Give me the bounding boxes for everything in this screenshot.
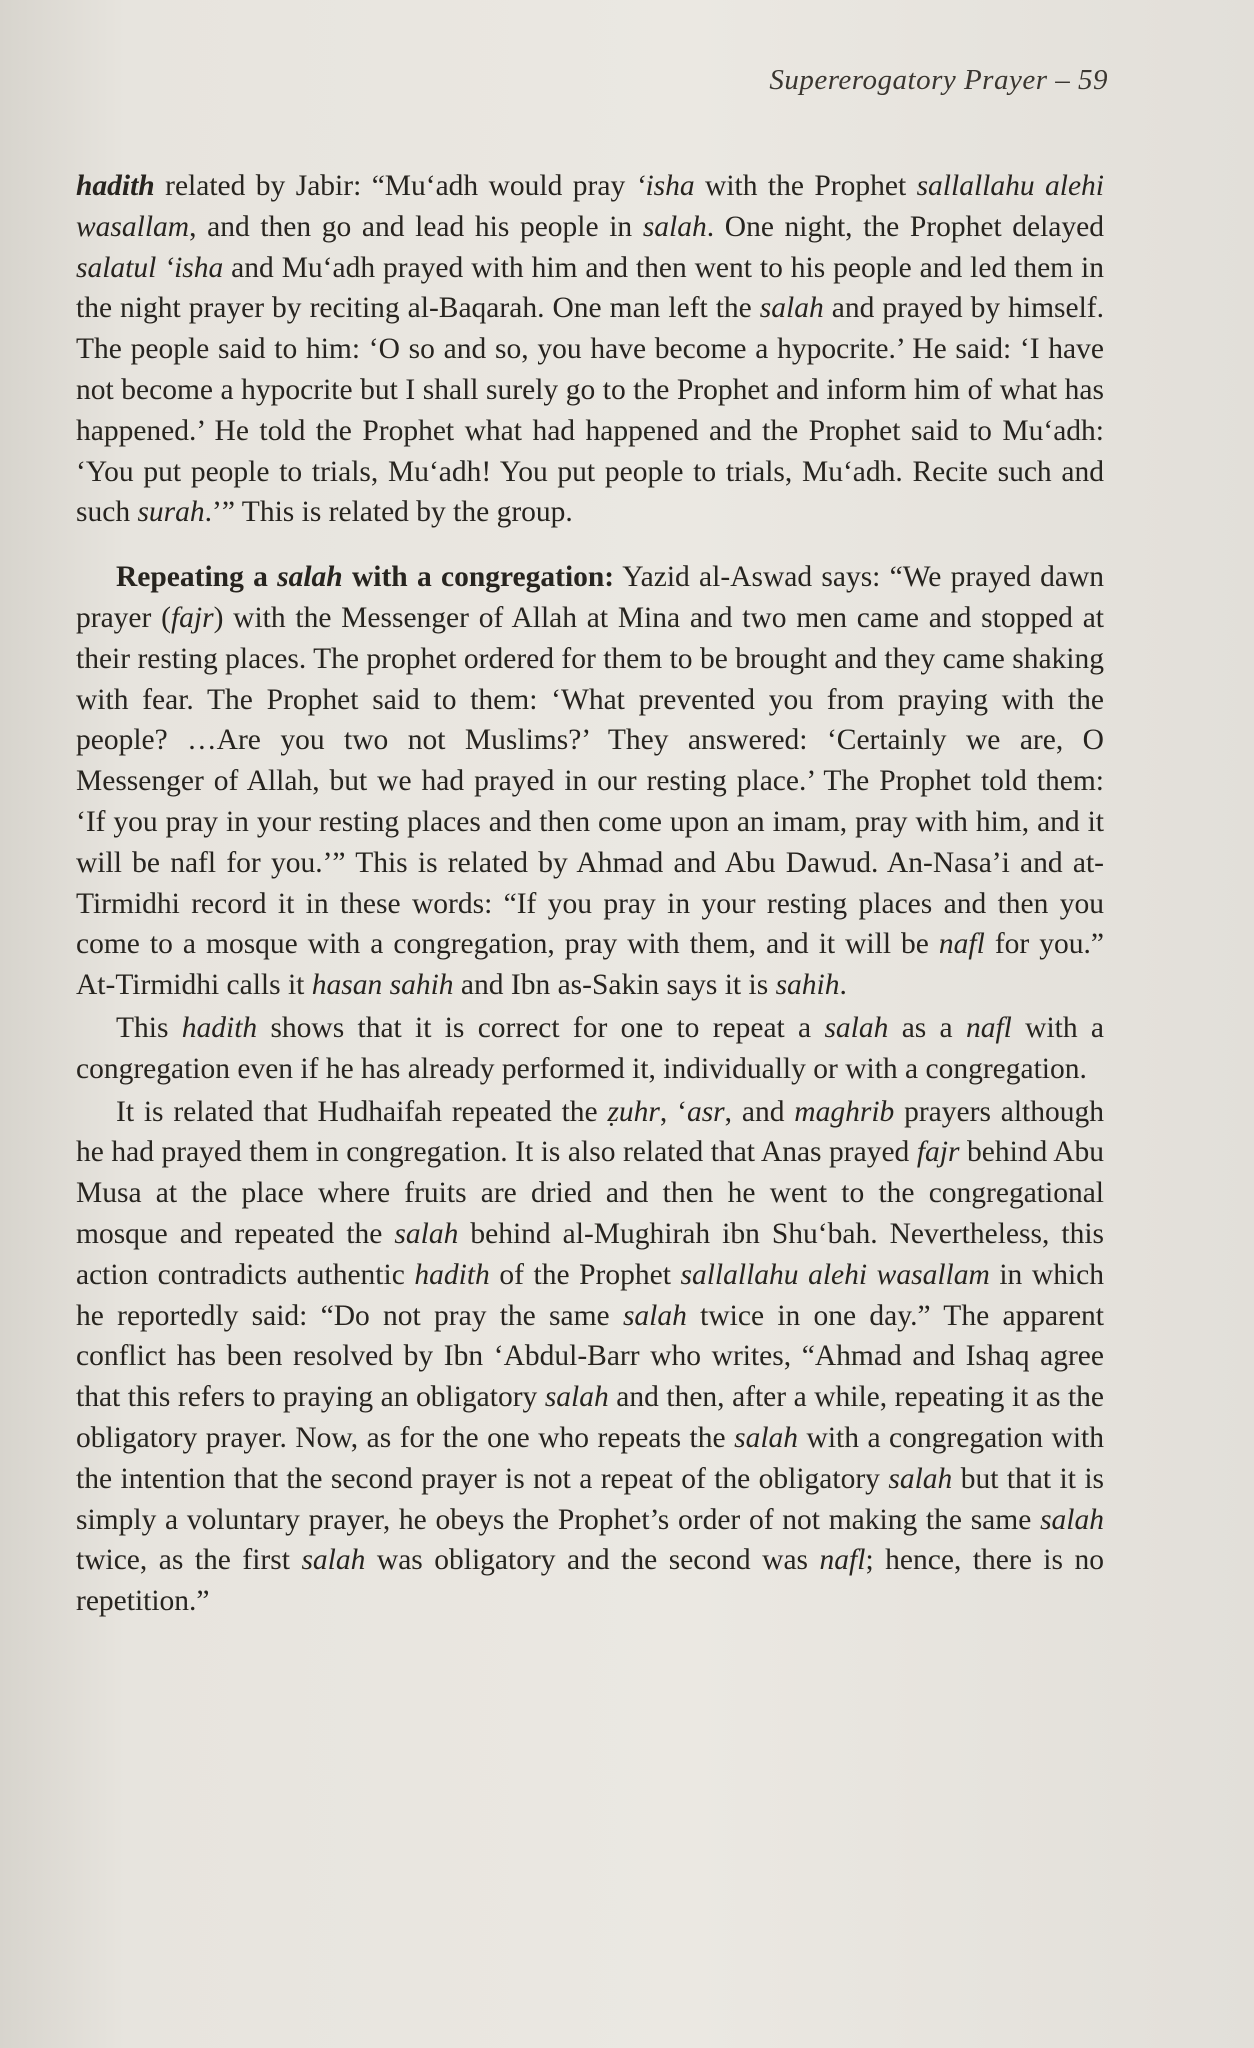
text-run: and Mu‘adh prayed with him and then went to his people and led them in the night prayer by reciting al-Baqarah. One man left the bbox=[76, 251, 1104, 325]
text-run: This bbox=[116, 1011, 182, 1044]
text-run: ; hence, there is no repetition.” bbox=[76, 1544, 1104, 1618]
emphasized-text: salah bbox=[824, 1011, 889, 1044]
emphasized-text: hadith bbox=[414, 1258, 490, 1291]
text-run: . One night, the Prophet delayed bbox=[706, 210, 1104, 243]
text-run: as a bbox=[888, 1011, 966, 1044]
text-run: , ‘ bbox=[659, 1095, 687, 1128]
text-run: with a congregation with the intention that the second prayer is not a repeat of the obligatory bbox=[76, 1421, 1104, 1495]
emphasized-text: salah bbox=[1040, 1503, 1104, 1536]
text-run: with a congregation even if he has already performed it, individually or with a congregation. bbox=[76, 1011, 1104, 1085]
text-run: twice in one day.” The apparent conflict has been resolved by Ibn ‘Abdul-Barr who writes, “Ahmad and Ishaq agree that this refers to praying an obligatory bbox=[76, 1299, 1104, 1414]
emphasized-text: maghrib bbox=[794, 1095, 895, 1128]
text-run: but that it is simply a voluntary prayer, he obeys the Prophet’s order of not making the same bbox=[76, 1462, 1104, 1536]
emphasized-text: hadith bbox=[181, 1011, 258, 1044]
text-run: . bbox=[839, 969, 847, 1002]
emphasized-text: fajr bbox=[916, 1136, 960, 1169]
page-body bbox=[76, 166, 1104, 1622]
paragraph-repeating-salah bbox=[76, 557, 1104, 1006]
text-run: related by Jabir: “Mu‘adh would pray bbox=[154, 170, 636, 202]
paragraph-hudhaifah bbox=[76, 1092, 1104, 1622]
text-run: , and then go and lead his people in bbox=[189, 210, 643, 243]
text-run: with the Prophet bbox=[694, 170, 917, 202]
emphasized-text: salah bbox=[734, 1421, 799, 1454]
emphasized-text: nafl bbox=[965, 1011, 1012, 1044]
emphasized-text: with a congregation: bbox=[342, 561, 615, 594]
text-run: and then, after a while, repeating it as the obligatory prayer. Now, as for the one who repeats the bbox=[76, 1381, 1104, 1454]
emphasized-text: salah bbox=[544, 1381, 609, 1414]
text-run: for you.” At-Tirmidhi calls it bbox=[76, 928, 1104, 1002]
emphasized-text: ẓuhr bbox=[607, 1095, 660, 1128]
text-run: shows that it is correct for one to repeat a bbox=[257, 1011, 825, 1044]
text-run: behind al-Mughirah ibn Shu‘bah. Nevertheless, this action contradicts authentic bbox=[76, 1217, 1104, 1291]
emphasized-text: salah bbox=[277, 561, 343, 594]
emphasized-text: salah bbox=[759, 292, 824, 325]
emphasized-text: Repeating a bbox=[116, 561, 278, 594]
emphasized-text: salah bbox=[622, 1299, 687, 1332]
emphasized-text: sallallahu alehi wasallam bbox=[680, 1258, 990, 1291]
text-run: twice, as the first bbox=[76, 1544, 302, 1577]
emphasized-text: surah bbox=[137, 496, 205, 529]
text-run: and prayed by himself. The people said to him: ‘O so and so, you have become a hypocrite.’ He said: ‘I have not become a hypocrite but I shall surely go to the Prophet and inform him of what has happened.’ He told the Prophet what had happened and the Prophet said to Mu‘adh: ‘You put people to trials, Mu‘adh! You put people to trials, Mu‘adh. Recite such and such bbox=[76, 292, 1104, 529]
emphasized-text: nafl bbox=[819, 1544, 866, 1577]
paragraph-hadith-shows bbox=[76, 1008, 1104, 1090]
emphasized-text: salah bbox=[301, 1544, 366, 1577]
emphasized-text: asr bbox=[686, 1095, 725, 1128]
text-run: prayers although he had prayed them in congregation. It is also related that Anas prayed bbox=[76, 1095, 1104, 1169]
text-run: of the Prophet bbox=[489, 1258, 681, 1291]
emphasized-text: salah bbox=[888, 1462, 953, 1495]
emphasized-text: hasan sahih bbox=[311, 969, 454, 1002]
emphasized-text: salah bbox=[394, 1217, 459, 1250]
text-run: , and bbox=[724, 1095, 795, 1128]
emphasized-text: hadith bbox=[76, 170, 155, 202]
emphasized-text: ‘isha bbox=[635, 170, 695, 202]
emphasized-text: sahih bbox=[775, 969, 840, 1002]
emphasized-text: fajr bbox=[170, 601, 214, 634]
emphasized-text: nafl bbox=[938, 928, 985, 961]
text-run: and Ibn as-Sakin says it is bbox=[453, 969, 776, 1002]
emphasized-text: sallallahu alehi wasallam bbox=[76, 170, 1104, 243]
text-run: behind Abu Musa at the place where fruits are dried and then he went to the congregational mosque and repeated the bbox=[76, 1136, 1104, 1250]
emphasized-text: salah bbox=[642, 210, 707, 243]
text-run: It is related that Hudhaifah repeated the bbox=[116, 1095, 608, 1128]
running-header: Supererogatory Prayer – 59 bbox=[769, 64, 1108, 96]
text-run: .’” This is related by the group. bbox=[204, 496, 573, 529]
text-run: Yazid al-Aswad says: “We prayed dawn prayer ( bbox=[76, 561, 1104, 634]
emphasized-text: salatul ‘isha bbox=[76, 251, 224, 284]
paragraph-jabir-hadith bbox=[76, 166, 1104, 533]
text-run: in which he reportedly said: “Do not pray the same bbox=[76, 1258, 1104, 1332]
text-run: ) with the Messenger of Allah at Mina and two men came and stopped at their resting places. The prophet ordered for them to be brought and they came shaking with fear. The Prophet said to them: ‘What prevented you from praying with the people? …Are you two not Muslims?’ They answered: ‘Certainly we are, O Messenger of Allah, but we had prayed in our resting place.’ The Prophet told them: ‘If you pray in your resting places and then come upon an imam, pray with him, and it will be nafl for you.’” This is related by Ahmad and Abu Dawud. An-Nasa’i and at-Tirmidhi record it in these words: “If you pray in your resting places and then you come to a mosque with a congregation, pray with them, and it will be bbox=[76, 601, 1104, 961]
text-run: was obligatory and the second was bbox=[365, 1544, 820, 1577]
